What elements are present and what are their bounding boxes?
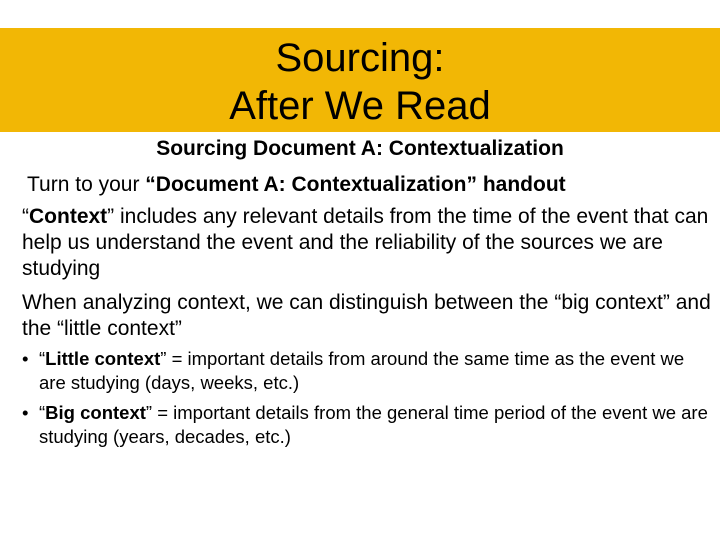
open-quote: “ (22, 205, 29, 228)
list-item (22, 347, 712, 395)
big-context-text: ” = important details from the general time period of the event we are studying (years, decades, etc.) (39, 402, 708, 447)
slide-title-line-1: Sourcing: (275, 36, 445, 80)
list-item (22, 401, 712, 449)
little-context-text: ” = important details from around the same time as the event we are studying (days, weeks, etc.) (39, 348, 685, 393)
slide-subtitle: Sourcing Document A: Contextualization (156, 137, 564, 160)
context-definition-text: ” includes any relevant details from the time of the event that can help us understand the event and the reliability of the sources we are studying (22, 205, 709, 280)
context-definition (22, 204, 712, 282)
instruction-text: Turn to your (27, 173, 146, 196)
open-quote: “ (39, 402, 46, 423)
handout-instruction (27, 172, 717, 198)
slide-title (0, 34, 720, 130)
handout-name: “Document A: Contextualization” handout (145, 173, 566, 196)
bullet-icon: • (22, 348, 29, 369)
slide-title-line-2: After We Read (229, 84, 491, 128)
open-quote: “ (39, 348, 46, 369)
bullet-icon: • (22, 402, 29, 423)
little-context-term: Little context (45, 348, 161, 369)
context-bullet-list (22, 347, 712, 455)
context-term: Context (29, 205, 108, 228)
context-distinction: When analyzing context, we can distinguish between the “big context” and the “little context” (22, 291, 711, 340)
big-context-term: Big context (45, 402, 146, 423)
